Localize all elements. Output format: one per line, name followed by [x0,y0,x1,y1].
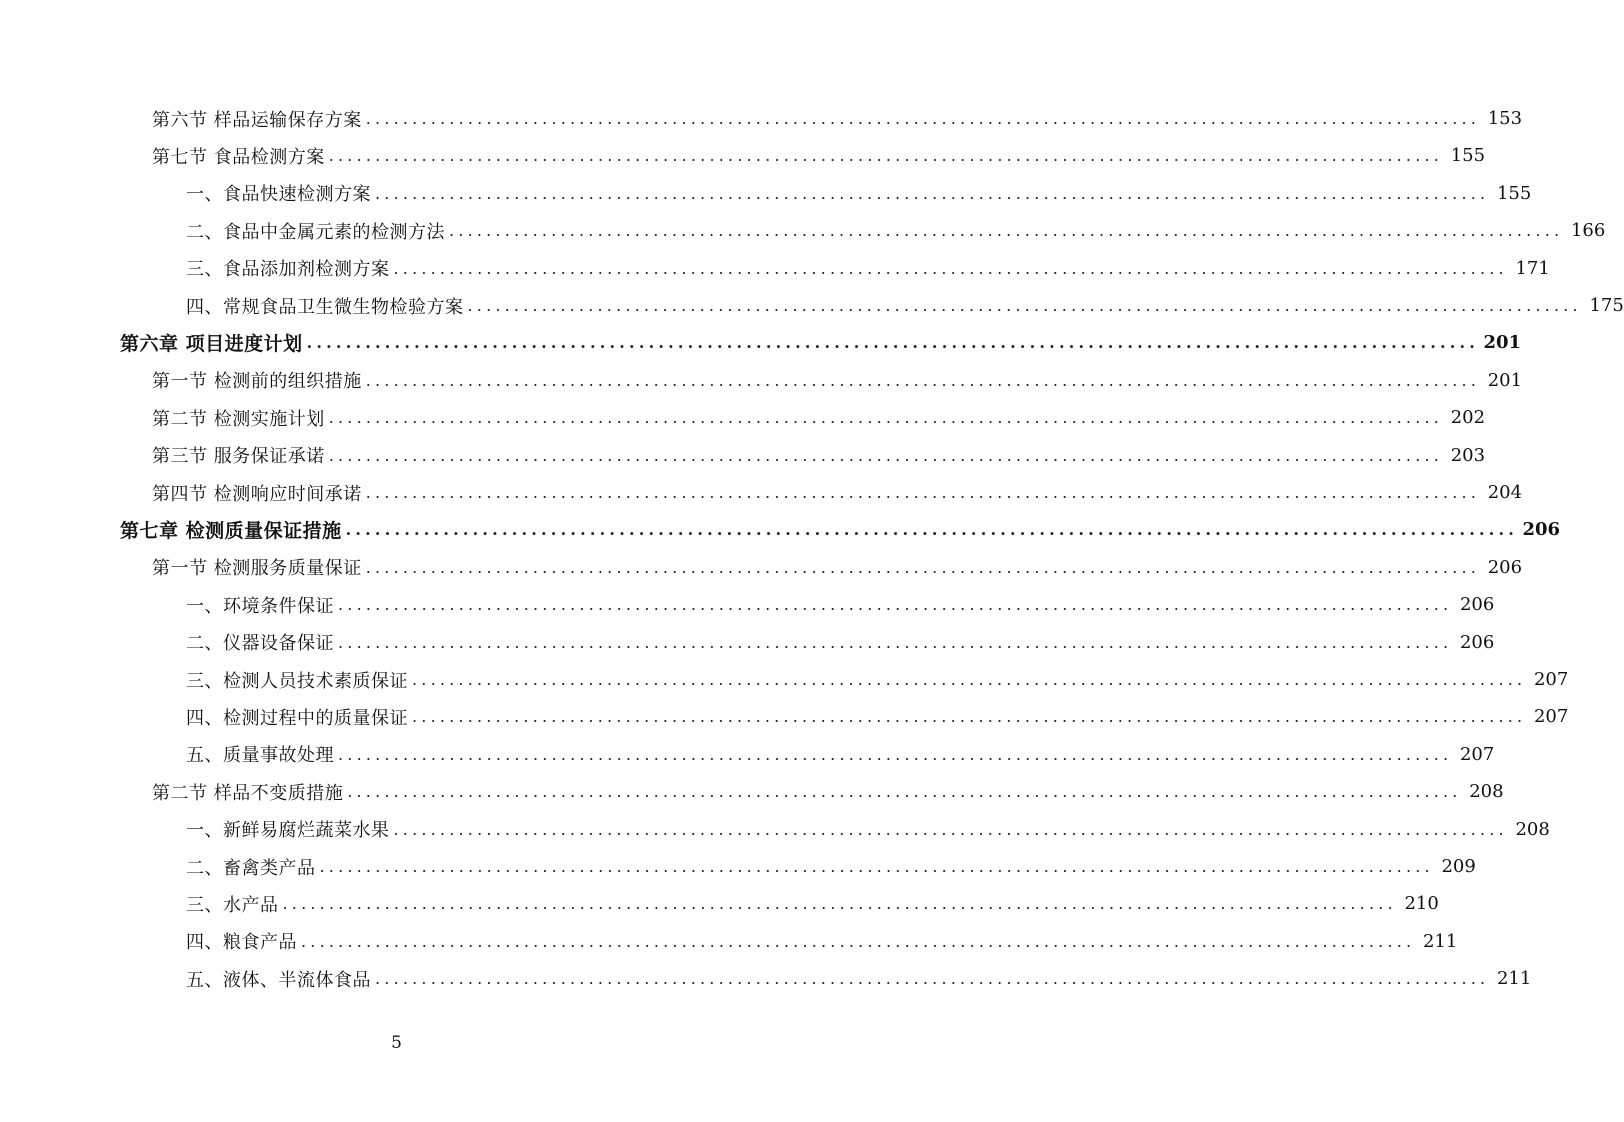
toc-entry-page: 208 [1469,781,1504,803]
page-number: 5 [391,1033,402,1053]
toc-entry-page: 166 [1570,220,1606,242]
toc-subsection-entry[interactable] [0,212,1606,249]
toc-leader-dots: ........................................................................................................................ [365,370,1481,390]
toc-subsection-entry[interactable] [0,661,1569,698]
toc-subsection-entry[interactable] [0,586,1495,623]
toc-chapter-entry[interactable] [0,324,1522,361]
toc-leader-dots: ........................................................................................................................ [375,183,1490,203]
toc-entry-page: 206 [1459,631,1495,653]
toc-leader-dots: ........................................................................................................................ [328,445,1444,465]
toc-subsection-entry[interactable] [0,624,1495,661]
toc-subsection-entry[interactable] [0,698,1569,735]
toc-entry-page: 208 [1515,818,1550,840]
toc-entry-page: 175 [1589,295,1624,316]
toc-entry-label: 第六节 样品运输保存方案 [152,109,362,131]
toc-subsection-entry[interactable] [0,848,1476,885]
toc-section-entry[interactable] [0,773,1504,810]
toc-entry-page: 206 [1487,556,1523,578]
toc-section-entry[interactable] [0,362,1523,399]
toc-entry-page: 204 [1487,482,1523,503]
toc-entry-page: 209 [1441,856,1476,877]
toc-entry-page: 155 [1450,145,1486,167]
toc-entry-label: 第二节 样品不变质措施 [152,782,344,804]
toc-subsection-entry[interactable] [0,287,1624,324]
toc-leader-dots: ........................................................................................................................ [393,819,1508,839]
toc-entry-label: 第七节 食品检测方案 [152,146,325,168]
toc-entry-label: 第七章 检测质量保证措施 [120,520,342,543]
toc-leader-dots: ........................................................................................................................ [393,258,1508,278]
toc-entry-label: 二、食品中金属元素的检测方法 [186,221,445,243]
toc-entry-page: 171 [1515,257,1550,279]
toc-entry-label: 第一节 检测前的组织措施 [152,371,362,393]
toc-entry-label: 一、环境条件保证 [186,595,334,617]
toc-section-entry[interactable] [0,137,1486,174]
toc-entry-label: 三、检测人员技术素质保证 [186,670,408,692]
toc-entry-label: 二、仪器设备保证 [186,633,334,655]
toc-leader-dots: ........................................................................................................................ [282,894,1397,914]
toc-leader-dots: ........................................................................................................................ [338,632,1453,652]
toc-section-entry[interactable] [0,399,1486,436]
toc-entry-label: 二、畜禽类产品 [186,857,316,879]
toc-leader-dots: ........................................................................................................................ [375,969,1490,989]
toc-leader-dots: ........................................................................................................................ [338,744,1453,764]
toc-subsection-entry[interactable] [0,736,1495,773]
toc-section-entry[interactable] [0,100,1523,137]
toc-leader-dots: ........................................................................................................................ [449,221,1564,241]
toc-entry-page: 155 [1496,182,1532,204]
toc-entry-page: 202 [1450,407,1486,429]
toc-leader-dots: ........................................................................................................................ [347,782,1462,802]
toc-subsection-entry[interactable] [0,960,1532,997]
toc-section-entry[interactable] [0,474,1523,511]
toc-entry-page: 203 [1450,444,1486,466]
toc-subsection-entry[interactable] [0,885,1439,922]
toc-entry-label: 三、水产品 [186,894,279,916]
toc-entry-page: 201 [1483,332,1522,354]
toc-leader-dots: ........................................................................................................................ [306,333,1480,353]
toc-entry-page: 201 [1487,369,1523,391]
toc-entry-label: 四、检测过程中的质量保证 [186,707,408,729]
toc-entry-page: 206 [1522,519,1561,541]
toc-entry-label: 四、粮食产品 [186,932,297,954]
toc-entry-page: 207 [1459,743,1495,765]
toc-chapter-entry[interactable] [0,511,1561,548]
toc-leader-dots: ........................................................................................................................ [338,595,1453,615]
toc-entry-label: 三、食品添加剂检测方案 [186,259,390,281]
toc-leader-dots: ........................................................................................................................ [345,520,1519,540]
toc-leader-dots: ........................................................................................................................ [328,146,1444,166]
toc-leader-dots: ........................................................................................................................ [412,707,1527,727]
toc-entry-label: 五、液体、半流体食品 [186,969,371,991]
toc-leader-dots: ........................................................................................................................ [365,483,1481,502]
toc-entry-label: 一、新鲜易腐烂蔬菜水果 [186,820,390,842]
toc-entry-page: 211 [1496,968,1532,990]
toc-entry-page: 207 [1533,669,1569,690]
toc-entry-label: 第一节 检测服务质量保证 [152,558,362,580]
toc-leader-dots: ........................................................................................................................ [467,296,1582,315]
toc-leader-dots: ........................................................................................................................ [365,557,1481,577]
toc-entry-page: 206 [1459,594,1495,616]
toc-entry-label: 第三节 服务保证承诺 [152,446,325,468]
toc-entry-page: 211 [1422,930,1458,952]
toc-leader-dots: ........................................................................................................................ [365,109,1481,128]
toc-subsection-entry[interactable] [0,175,1532,212]
toc-leader-dots: ........................................................................................................................ [319,857,1434,876]
toc-entry-label: 第六章 项目进度计划 [120,333,303,356]
toc-section-entry[interactable] [0,437,1486,474]
toc-leader-dots: ........................................................................................................................ [412,670,1527,689]
toc-entry-label: 第二节 检测实施计划 [152,408,325,430]
toc-entry-label: 四、常规食品卫生微生物检验方案 [186,296,464,318]
toc-entry-page: 207 [1533,706,1569,728]
toc-leader-dots: ........................................................................................................................ [301,931,1416,951]
toc-leader-dots: ........................................................................................................................ [328,408,1444,428]
toc-subsection-entry[interactable] [0,811,1550,848]
toc-entry-label: 五、质量事故处理 [186,745,334,767]
toc-subsection-entry[interactable] [0,923,1458,960]
toc-entry-label: 一、食品快速检测方案 [186,184,371,206]
toc-entry-label: 第四节 检测响应时间承诺 [152,483,362,505]
toc-entry-page: 153 [1487,108,1523,129]
toc-subsection-entry[interactable] [0,250,1550,287]
toc-entry-page: 210 [1404,893,1439,915]
toc-section-entry[interactable] [0,549,1523,586]
